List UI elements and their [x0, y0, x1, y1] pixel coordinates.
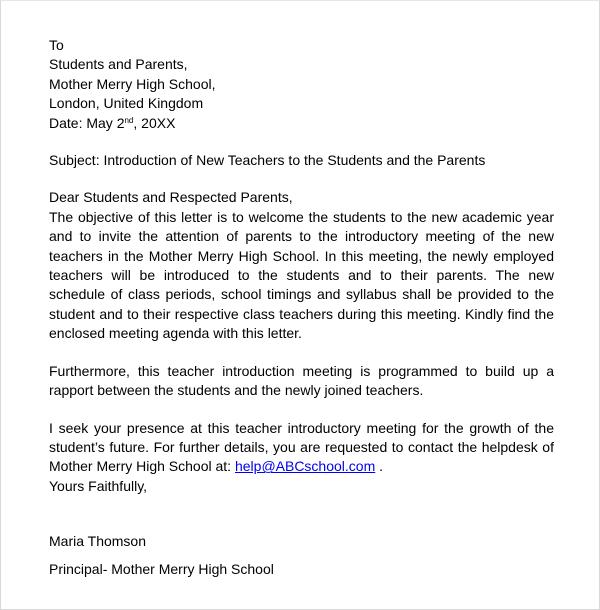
spacer [49, 496, 554, 514]
paragraph-3 [49, 419, 554, 477]
letter-date [49, 114, 554, 133]
spacer [49, 514, 554, 532]
spacer [49, 344, 554, 362]
helpdesk-email-link[interactable]: help@ABCschool.com [234, 458, 376, 475]
recipient-location: London, United Kingdom [49, 95, 204, 112]
to-line: To [49, 37, 64, 53]
spacer [49, 133, 554, 151]
paragraph-1: The objective of this letter is to welcome the students to the new academic year and to invite the attention of parents to the introductory meeting of the new teachers in the Mother Merry High School. In this meeting, the newly employed teachers will be introduced to the students and to their parents. The new schedule of class periods, school timings and syllabus shall be provided to the student and to their respective class teachers during this meeting. Kindly find the enclosed meeting agenda with this letter. [49, 208, 554, 342]
spacer [49, 552, 554, 560]
date-prefix: Date: May 2 [49, 114, 125, 131]
recipient-audience: Students and Parents, [49, 56, 188, 73]
paragraph-3-end: . [375, 458, 384, 475]
date-year: , 20XX [133, 114, 176, 131]
paragraph-2: Furthermore, this teacher introduction meeting is programmed to build up a rapport between the students and the newly joined teachers. [49, 362, 554, 399]
signature-title: Principal- Mother Merry High School [49, 560, 274, 577]
letter-body [49, 36, 554, 579]
spacer [49, 401, 554, 419]
spacer [49, 170, 554, 188]
date-ordinal-suffix: nd [124, 115, 134, 125]
subject-line: Subject: Introduction of New Teachers to the Students and the Parents [49, 152, 486, 169]
recipient-school: Mother Merry High School, [49, 75, 216, 92]
paragraph-3-text: I seek your presence at this teacher introductory meeting for the growth of the student’s future. For further details, you are requested to contact the helpdesk of Mother Merry High School at: [49, 419, 554, 475]
closing: Yours Faithfully, [49, 477, 148, 494]
signature-name: Maria Thomson [49, 533, 147, 550]
salutation: Dear Students and Respected Parents, [49, 189, 293, 206]
